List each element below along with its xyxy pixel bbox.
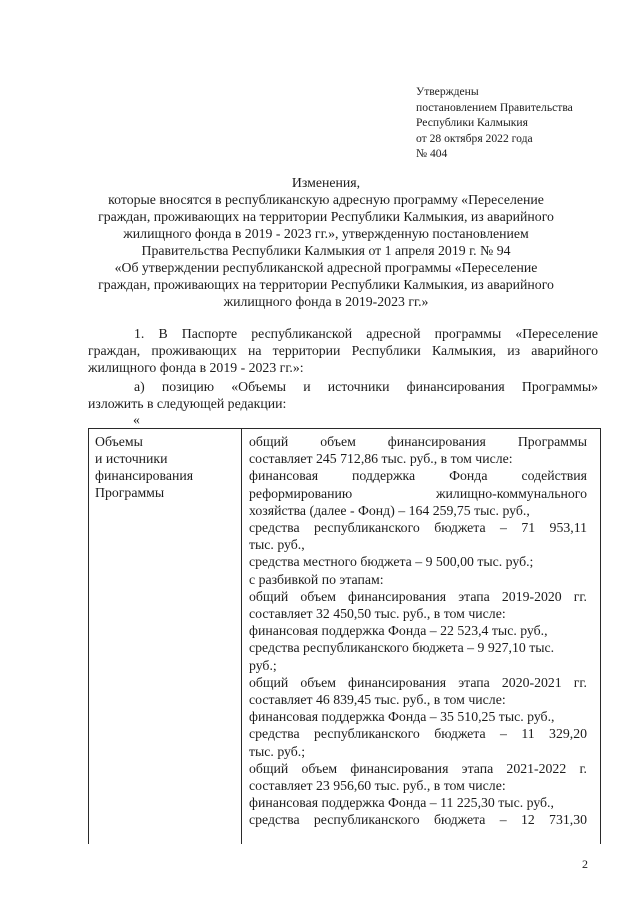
heading-line: граждан, проживающих на территории Республики Калмыкия, из аварийного bbox=[98, 277, 554, 292]
right-cell-line: тыс. руб.; bbox=[249, 743, 306, 759]
right-cell-line: общий объем финансирования Программы bbox=[249, 434, 587, 449]
right-cell-line: руб.; bbox=[249, 657, 277, 673]
right-cell-line: составляет 23 956,60 тыс. руб., в том числе: bbox=[249, 778, 506, 794]
right-cell-line: хозяйства (далее - Фонд) – 164 259,75 тыс. руб., bbox=[249, 502, 530, 518]
right-cell-line: общий объем финансирования этапа 2020-2021 гг. bbox=[249, 674, 587, 690]
approval-line: Республики Калмыкия bbox=[416, 116, 528, 130]
page-number: 2 bbox=[582, 857, 588, 871]
left-cell-line: финансирования bbox=[95, 468, 194, 483]
right-cell-line: средства республиканского бюджета – 71 953,11 bbox=[249, 520, 587, 536]
document-heading bbox=[86, 174, 566, 310]
right-cell-line: финансовая поддержка Фонда – 22 523,4 тыс. руб., bbox=[249, 623, 548, 639]
left-cell-line: Программы bbox=[95, 485, 165, 500]
right-cell-line: финансовая поддержка Фонда содействия bbox=[249, 468, 587, 484]
right-cell-line: средства республиканского бюджета – 11 329,20 bbox=[249, 726, 587, 742]
right-cell-line: финансовая поддержка Фонда – 35 510,25 тыс. руб., bbox=[249, 709, 555, 725]
heading-line: которые вносятся в республиканскую адресную программу «Переселение bbox=[108, 192, 544, 207]
paragraph-2 bbox=[88, 378, 598, 412]
right-cell-line: составляет 245 712,86 тыс. руб., в том числе: bbox=[249, 451, 513, 467]
approval-line: постановлением Правительства bbox=[416, 100, 573, 114]
right-cell-line: составляет 46 839,45 тыс. руб., в том числе: bbox=[249, 692, 506, 708]
paragraph-line: граждан, проживающих на территории Республики Калмыкия, из аварийного bbox=[88, 343, 598, 358]
right-cell-line: средства республиканского бюджета – 12 731,30 bbox=[249, 812, 587, 828]
heading-line: граждан, проживающих на территории Республики Калмыкия, из аварийного bbox=[98, 209, 554, 224]
right-cell-line: реформированию жилищно-коммунального bbox=[249, 485, 587, 501]
left-cell-line: Объемы bbox=[95, 434, 143, 449]
heading-line: Правительства Республики Калмыкия от 1 апреля 2019 г. № 94 bbox=[141, 243, 511, 258]
column-divider bbox=[241, 429, 242, 844]
opening-quote: « bbox=[133, 412, 140, 427]
table-left-cell bbox=[95, 433, 235, 501]
right-cell-line: финансовая поддержка Фонда – 11 225,30 тыс. руб., bbox=[249, 795, 554, 811]
right-cell-line: с разбивкой по этапам: bbox=[249, 571, 384, 587]
table-right-cell bbox=[249, 433, 587, 829]
heading-line: жилищного фонда в 2019-2023 гг.» bbox=[223, 294, 429, 309]
financing-table bbox=[88, 428, 601, 844]
approval-stamp bbox=[416, 84, 616, 162]
left-cell-line: и источники bbox=[95, 451, 168, 466]
right-cell-line: общий объем финансирования этапа 2021-2022 г. bbox=[249, 760, 587, 776]
paragraph-line: 1. В Паспорте республиканской адресной программы «Переселение bbox=[134, 326, 598, 341]
paragraph-1 bbox=[88, 325, 598, 376]
right-cell-line: составляет 32 450,50 тыс. руб., в том числе: bbox=[249, 606, 506, 622]
right-cell-line: тыс. руб., bbox=[249, 537, 305, 553]
right-cell-line: средства республиканского бюджета – 9 927,10 тыс. bbox=[249, 640, 555, 656]
right-cell-line: средства местного бюджета – 9 500,00 тыс. руб.; bbox=[249, 554, 534, 570]
paragraph-line: жилищного фонда в 2019 - 2023 гг.»: bbox=[88, 360, 304, 375]
approval-line: Утверждены bbox=[416, 85, 479, 98]
heading-line: «Об утверждении республиканской адресной программы «Переселение bbox=[114, 260, 538, 275]
heading-line: жилищного фонда в 2019 - 2023 гг.», утвержденную постановлением bbox=[123, 226, 529, 241]
right-cell-line: общий объем финансирования этапа 2019-2020 гг. bbox=[249, 588, 587, 604]
approval-line: от 28 октября 2022 года bbox=[416, 131, 533, 145]
heading-line: Изменения, bbox=[291, 175, 361, 190]
paragraph-line: изложить в следующей редакции: bbox=[88, 396, 287, 411]
paragraph-line: а) позицию «Объемы и источники финансирования Программы» bbox=[134, 379, 598, 394]
approval-line: № 404 bbox=[416, 147, 448, 161]
